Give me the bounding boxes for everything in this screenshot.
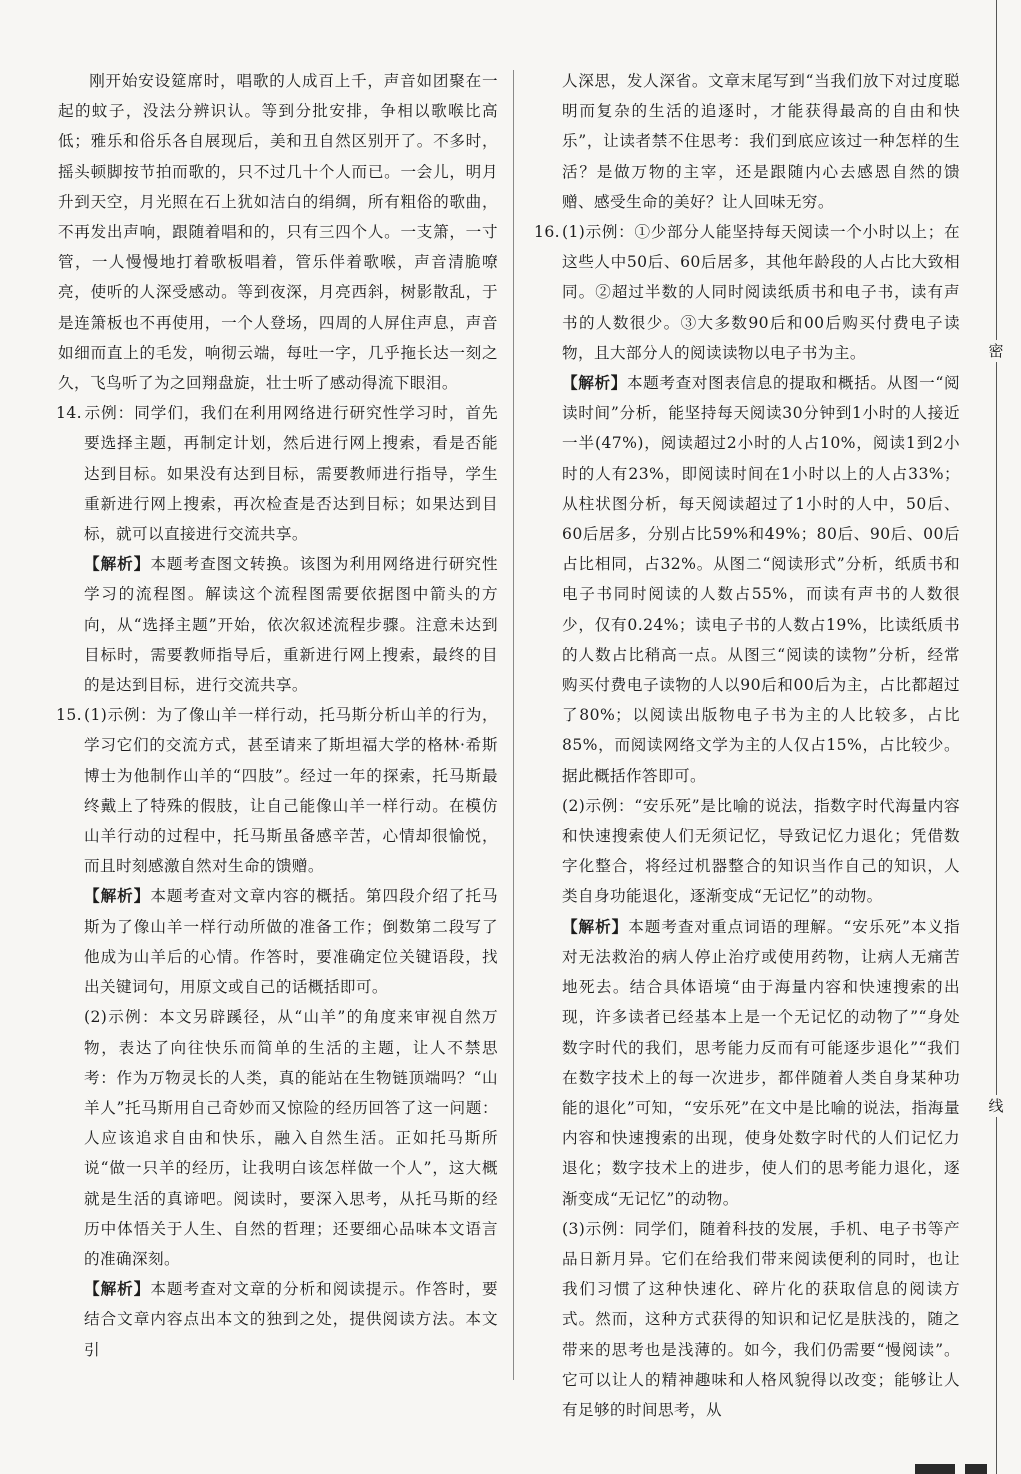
question-16-analysis2: 【解析】本题考查对重点词语的理解。“安乐死”本义指对无法救治的病人停止治疗或使用药物，让病人无痛苦地死去。结合具体语境“由于海量内容和快速搜索的出现，许多读者已经基本上是一个无记忆的动物了”“身处数字时代的我们，思考能力反而有可能逐步退化”“我们在数字技术上的每一次进步，都伴随着人类自身某种功能的退化”可知，“安乐死”在文中是比喻的说法，指海量内容和快速搜索的出现，使身处数字时代的人们记忆力退化；数字技术上的进步，使人们的思考能力退化，逐渐变成“无记忆”的动物。 xyxy=(562,916,960,1208)
question-14-answer: 14. 示例：同学们，我们在利用网络进行研究性学习时，首先要选择主题，再制定计划，然后进行网上搜索，看是否能达到目标。如果没有达到目标，需要教师进行指导，学生重新进行网上搜索，再次检查是否达到目标；如果达到目标，就可以直接进行交流共享。 xyxy=(58,398,498,549)
footer-mark xyxy=(965,1464,987,1474)
translation-paragraph: 刚开始安设筵席时，唱歌的人成百上千，声音如团聚在一起的蚊子，没法分辨识认。等到分批安排，争相以歌喉比高低；雅乐和俗乐各自展现后，美和丑自然区别开了。不多时，摇头顿脚按节拍而歌的，只不过几十个人而已。一会儿，明月升到天空，月光照在石上犹如洁白的绢绸，所有粗俗的歌曲，不再发出声响，跟随着唱和的，只有三四个人。一支箫，一寸管，一人慢慢地打着歌板唱着，管乐伴着歌喉，声音清脆嘹亮，使听的人深受感动。等到夜深，月亮西斜，树影散乱，于是连箫板也不再使用，一个人登场，四周的人屏住声息，声音如细而直上的毛发，响彻云端，每吐一字，几乎拖长达一刻之久，飞鸟听了为之回翔盘旋，壮士听了感动得流下眼泪。 xyxy=(58,72,498,393)
question-15-continuation: 人深思，发人深省。文章末尾写到“当我们放下对过度聪明而复杂的生活的追逐时，才能获得最高的自由和快乐”，让读者禁不住思考：我们到底应该过一种怎样的生活？是做万物的主宰，还是跟随内心去感恩自然的馈赠、感受生命的美好？让人回味无穷。 xyxy=(562,72,960,211)
footer-mark xyxy=(915,1464,955,1474)
analysis-tag: 【解析】 xyxy=(562,373,627,393)
question-15-analysis1: 【解析】本题考查对文章内容的概括。第四段介绍了托马斯为了像山羊一样行动所做的准备工作；倒数第二段写了他成为山羊后的心情。作答时，要准确定位关键语段，找出关键词句，用原文或自己的话概括即可。 xyxy=(84,886,498,997)
question-15-part1: 15. (1)示例：为了像山羊一样行动，托马斯分析山羊的行为，学习它们的交流方式，甚至请来了斯坦福大学的格林·希斯博士为他制作山羊的“四肢”。经过一年的探索，托马斯最终戴上了特殊的假肢，让自己能像山羊一样行动。在模仿山羊行动的过程中，托马斯虽备感辛苦，心情却很愉悦，而且时刻感激自然对生命的馈赠。 xyxy=(58,700,498,881)
analysis-tag: 【解析】 xyxy=(562,916,629,936)
question-15-part2: (2)示例：本文另辟蹊径，从“山羊”的角度来审视自然万物，表达了向往快乐而简单的生活的主题，让人不禁思考：作为万物灵长的人类，真的能站在生物链顶端吗？“山羊人”托马斯用自己奇妙而又惊险的经历回答了这一问题：人应该追求自由和快乐，融入自然生活。正如托马斯所说“做一只羊的经历，让我明白该怎样做一个人”，这大概就是生活的真谛吧。阅读时，要深入思考，从托马斯的经历中体悟关于人生、自然的哲理；还要细心品味本文语言的准确深刻。 xyxy=(84,1008,498,1268)
binding-line xyxy=(996,0,997,1474)
question-16-part3: (3)示例：同学们，随着科技的发展，手机、电子书等产品日新月异。它们在给我们带来阅读便利的同时，也让我们习惯了这种快速化、碎片化的获取信息的阅读方式。然而，这种方式获得的知识和记忆是肤浅的，随之带来的思考也是浅薄的。如今，我们仍需要“慢阅读”。它可以让人的精神趣味和人格风貌得以改变；能够让人有足够的时间思考，从 xyxy=(562,1219,960,1419)
column-divider xyxy=(513,70,514,1380)
analysis-tag: 【解析】 xyxy=(84,886,151,906)
right-column xyxy=(536,66,960,1425)
left-column xyxy=(58,66,498,1365)
question-16-part2: (2)示例：“安乐死”是比喻的说法，指数字时代海量内容和快速搜索使人们无须记忆，导致记忆力退化；凭借数字化整合，将经过机器整合的知识当作自己的知识，人类自身功能退化，逐渐变成“无记忆”的动物。 xyxy=(562,796,960,906)
analysis-tag: 【解析】 xyxy=(84,554,151,574)
binding-mark-top: 密 xyxy=(985,340,1007,362)
question-16-number: 16. xyxy=(534,223,560,242)
question-16-part1: 16. (1)示例：①少部分人能坚持每天阅读一个小时以上；在这些人中50后、60后居多，其他年龄段的人占比大致相同。②超过半数的人同时阅读纸质书和电子书，读有声书的人数很少。③大多数90后和00后购买付费电子读物，且大部分人的阅读读物以电子书为主。 xyxy=(536,217,960,368)
analysis-tag: 【解析】 xyxy=(84,1279,151,1299)
question-15-analysis2: 【解析】本题考查对文章的分析和阅读提示。作答时，要结合文章内容点出本文的独到之处，提供阅读方法。本文引 xyxy=(84,1279,498,1359)
question-14-number: 14. xyxy=(56,404,82,423)
question-14-analysis: 【解析】本题考查图文转换。该图为利用网络进行研究性学习的流程图。解读这个流程图需要依据图中箭头的方向，从“选择主题”开始，依次叙述流程步骤。注意未达到目标时，需要教师指导后，重新进行网上搜索，最终的目的是达到目标，进行交流共享。 xyxy=(84,554,498,695)
binding-mark-bottom: 线 xyxy=(985,1095,1007,1117)
question-15-number: 15. xyxy=(56,706,82,725)
question-16-analysis1: 【解析】本题考查对图表信息的提取和概括。从图一“阅读时间”分析，能坚持每天阅读30分钟到1小时的人接近一半(47%)，阅读超过2小时的人占10%，阅读1到2小时的人有23%，即阅读时间在1小时以上的人占33%；从柱状图分析，每天阅读超过了1小时的人中，50后、60后居多，分别占比59%和49%；80后、90后、00后占比相同，占32%。从图二“阅读形式”分析，纸质书和电子书同时阅读的人数占55%，而读有声书的人数很少，仅有0.24%；读电子书的人数占19%，比读纸质书的人数占比稍高一点。从图三“阅读的读物”分析，经常购买付费电子读物的人以90后和00后为主，占比都超过了80%；以阅读出版物电子书为主的人比较多，占比85%，而阅读网络文学为主的人仅占15%，占比较少。据此概括作答即可。 xyxy=(562,373,960,785)
